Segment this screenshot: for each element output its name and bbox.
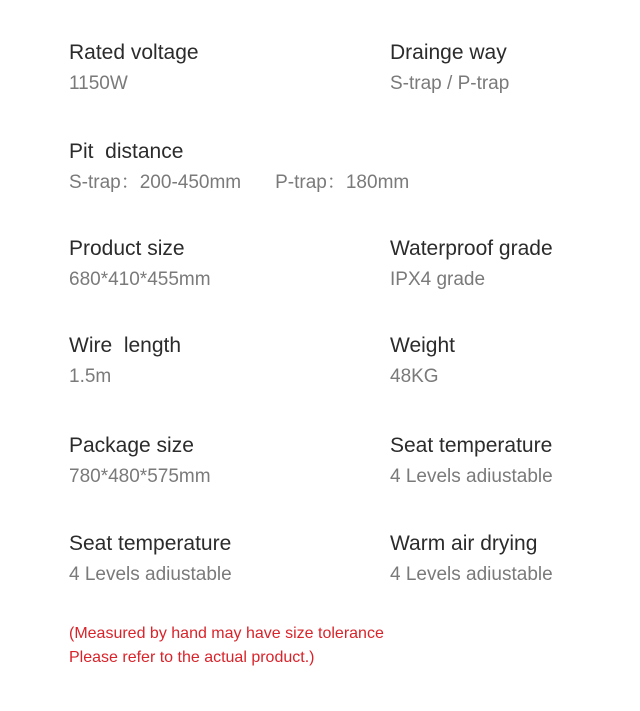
spec-value: 780*480*575mm	[69, 466, 211, 487]
spec-label: Wire length	[69, 334, 182, 357]
spec-value: IPX4 grade	[390, 269, 486, 290]
spec-product-size	[69, 236, 359, 292]
spec-package-size	[69, 433, 359, 489]
spec-value: 680*410*455mm	[69, 269, 211, 290]
spec-value: 1.5m	[69, 366, 112, 387]
spec-value: 4 Levels adiustable	[390, 466, 553, 487]
spec-value: S-trap / P-trap	[390, 73, 510, 94]
measurement-note	[69, 622, 384, 670]
spec-label: Waterproof grade	[390, 237, 553, 260]
spec-pit-distance	[69, 139, 589, 195]
spec-value: 4 Levels adiustable	[390, 564, 553, 585]
spec-seat-temperature-left	[69, 531, 359, 587]
spec-label: Seat temperature	[390, 434, 553, 457]
spec-label: Pit distance	[69, 140, 184, 163]
spec-seat-temperature-right	[390, 433, 640, 489]
spec-rated-voltage	[69, 40, 359, 96]
spec-label: Seat temperature	[69, 532, 232, 555]
spec-warm-air-drying	[390, 531, 640, 587]
spec-label: Weight	[390, 334, 455, 357]
spec-label: Product size	[69, 237, 185, 260]
pit-distance-s-trap: S-trap：200-450mm	[69, 172, 242, 193]
spec-wire-length	[69, 333, 359, 389]
spec-waterproof-grade	[390, 236, 640, 292]
spec-label: Warm air drying	[390, 532, 538, 555]
spec-weight	[390, 333, 640, 389]
spec-drainage-way	[390, 40, 640, 96]
spec-label: Rated voltage	[69, 41, 199, 64]
note-line-1: (Measured by hand may have size tolerance	[69, 625, 384, 642]
spec-value: 1150W	[69, 73, 128, 94]
note-line-2: Please refer to the actual product.)	[69, 649, 315, 666]
spec-value: 4 Levels adiustable	[69, 564, 232, 585]
spec-label: Package size	[69, 434, 194, 457]
spec-value: 48KG	[390, 366, 439, 387]
pit-distance-values	[69, 171, 589, 195]
spec-label: Drainge way	[390, 41, 507, 64]
pit-distance-p-trap: P-trap：180mm	[275, 172, 410, 193]
